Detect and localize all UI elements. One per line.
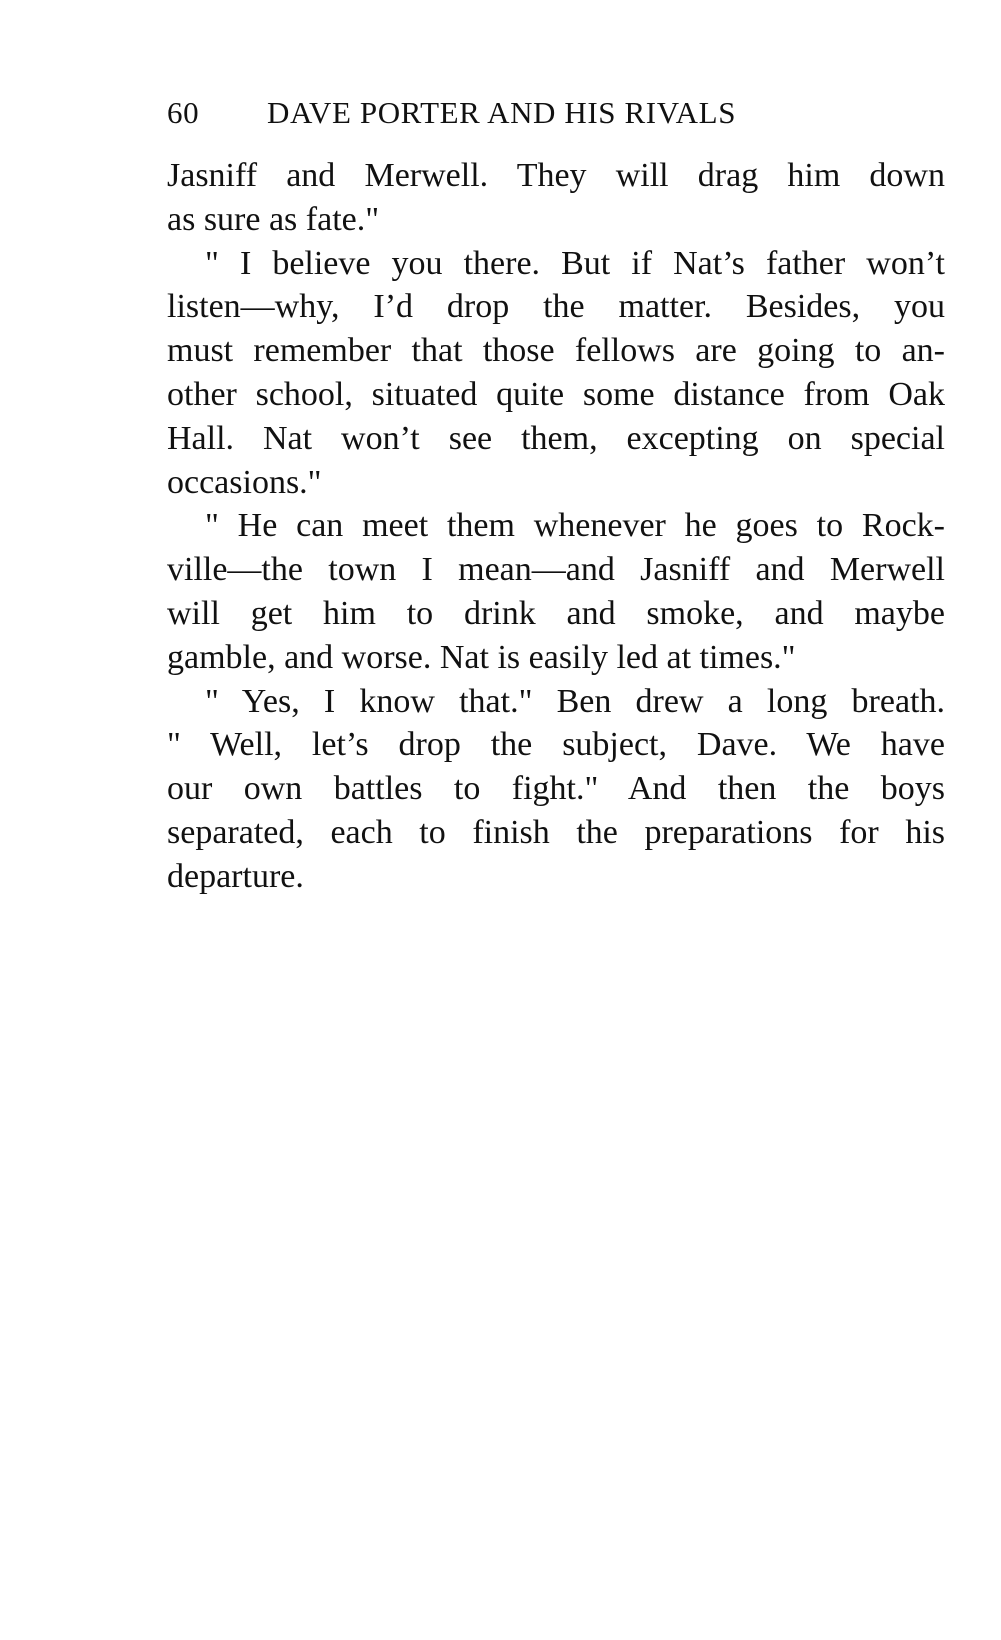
text-line: ville—the town I mean—and Jasniff and Merwell [167, 551, 945, 589]
text-line: occasions." [167, 463, 322, 501]
page-number: 60 [167, 95, 200, 130]
paragraph-3 [167, 504, 945, 679]
text-line: as sure as fate." [167, 200, 380, 238]
text-line: listen—why, I’d drop the matter. Besides, you [167, 288, 945, 326]
running-head [167, 88, 865, 138]
body-text [167, 154, 945, 899]
paragraph-1 [167, 154, 945, 242]
text-line: " I believe you there. But if Nat’s father won’t [205, 244, 945, 282]
paragraph-4 [167, 680, 945, 899]
text-line: Hall. Nat won’t see them, excepting on special [167, 419, 945, 457]
paragraph-2 [167, 242, 945, 505]
text-line: " Well, let’s drop the subject, Dave. We have [167, 726, 945, 764]
text-line: " Yes, I know that." Ben drew a long breath. [205, 682, 945, 720]
text-line: must remember that those fellows are going to an- [167, 332, 945, 370]
text-line: departure. [167, 857, 304, 895]
text-line: separated, each to finish the preparations for his [167, 813, 945, 851]
text-line: other school, situated quite some distance from Oak [167, 375, 945, 413]
text-line: gamble, and worse. Nat is easily led at times." [167, 638, 796, 676]
text-line: " He can meet them whenever he goes to Rock- [205, 507, 945, 545]
text-line: will get him to drink and smoke, and maybe [167, 594, 945, 632]
text-line: Jasniff and Merwell. They will drag him down [167, 157, 945, 194]
text-line: our own battles to fight." And then the boys [167, 770, 945, 808]
running-title: DAVE PORTER AND HIS RIVALS [267, 95, 737, 130]
